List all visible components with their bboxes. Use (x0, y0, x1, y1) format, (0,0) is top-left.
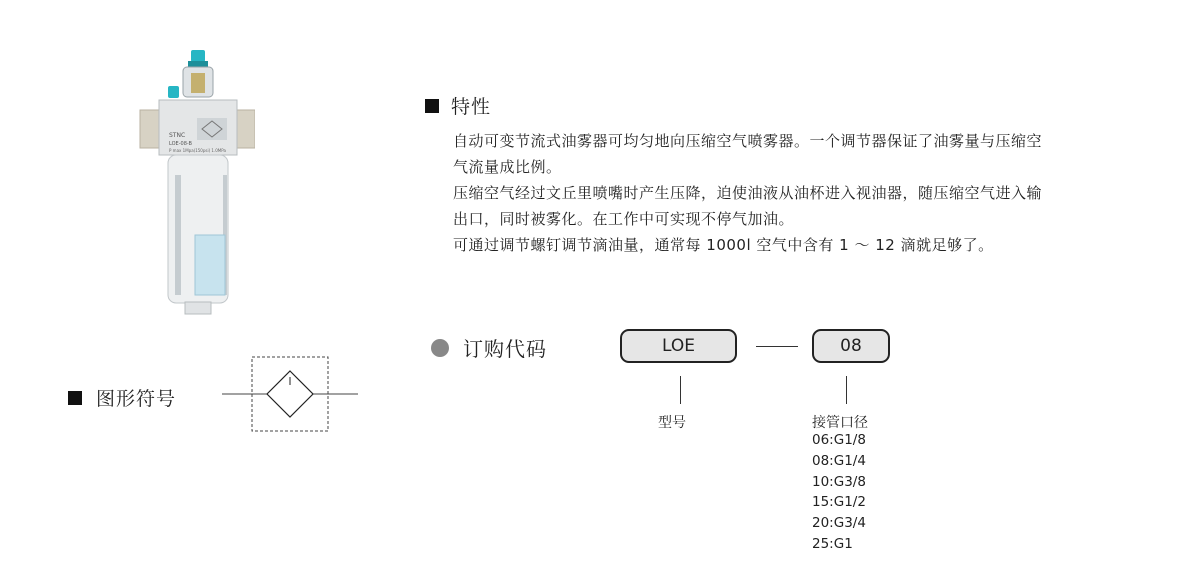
features-line: 出口，同时被雾化。在工作中可实现不停气加油。 (453, 210, 795, 228)
features-heading (425, 92, 491, 119)
order-heading-text: 订购代码 (463, 337, 547, 361)
product-brand-text: STNC (169, 132, 186, 139)
product-image (135, 40, 255, 320)
symbol-heading-text: 图形符号 (96, 388, 177, 410)
features-line: 可通过调节螺钉调节滴油量，通常每 1000l 空气中含有 1 ～ 12 滴就足够了。 (453, 236, 994, 254)
size-option: 06:G1/8 (812, 432, 866, 448)
features-line: 自动可变节流式油雾器可均匀地向压缩空气喷雾器。一个调节器保证了油雾量与压缩空 (453, 132, 1043, 150)
features-line: 气流量成比例。 (453, 158, 562, 176)
size-option: 08:G1/4 (812, 452, 866, 469)
heading-square-icon (68, 391, 82, 405)
product-model-text: LOE-08-B (169, 141, 192, 147)
symbol-heading (68, 384, 176, 411)
size-option: 20:G3/4 (812, 515, 866, 532)
model-label: 型号 (658, 415, 686, 431)
bullet-circle-icon (431, 339, 449, 357)
features-text (453, 128, 1173, 258)
size-options-list (812, 430, 866, 555)
heading-square-icon (425, 99, 439, 113)
size-option: 25:G1 (812, 535, 853, 552)
features-heading-text: 特性 (451, 96, 492, 118)
model-code-box: LOE (620, 329, 737, 363)
size-option: 10:G3/8 (812, 473, 866, 490)
size-option: 15:G1/2 (812, 494, 866, 511)
size-leader-line (846, 376, 847, 404)
order-heading (431, 333, 547, 362)
size-code-box: 08 (812, 329, 890, 363)
features-line: 压缩空气经过文丘里喷嘴时产生压降，迫使油液从油杯进入视油器，随压缩空气进入输 (453, 184, 1043, 202)
model-leader-line (680, 376, 681, 404)
lubricator-symbol (222, 355, 358, 435)
code-separator-dash (756, 346, 798, 347)
size-label: 接管口径 (812, 415, 868, 431)
product-rating-text: P max 1Mpa(150psi) 1.0MPa (169, 148, 226, 153)
